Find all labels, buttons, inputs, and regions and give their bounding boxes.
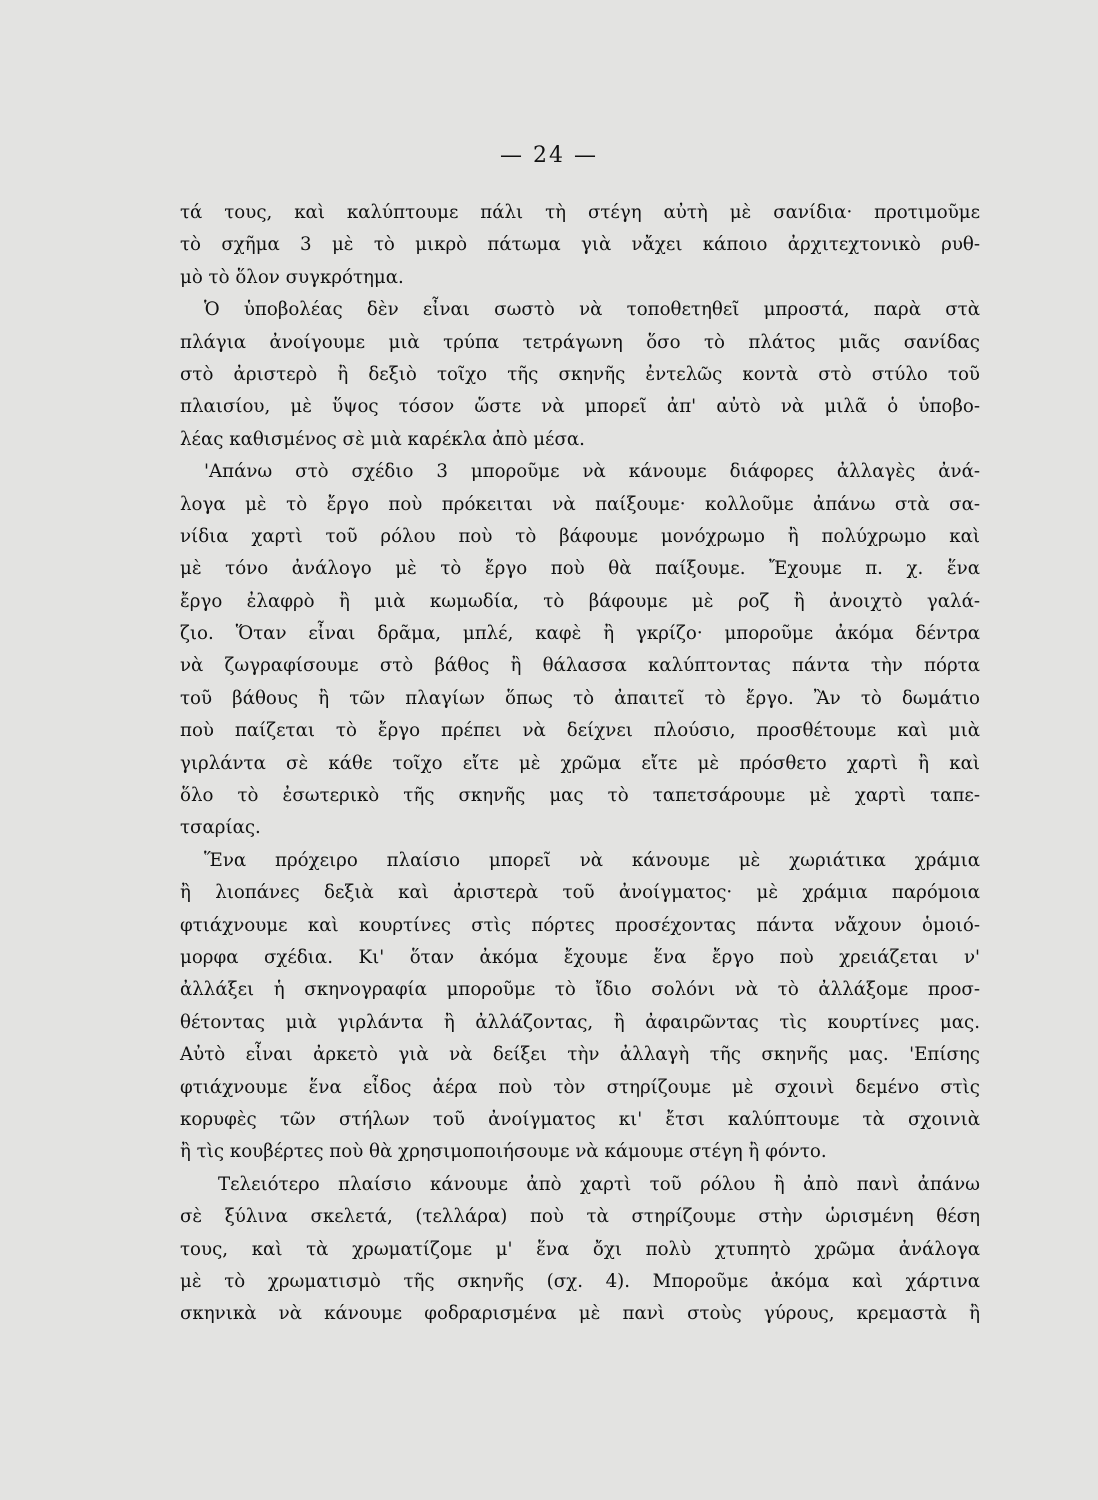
paragraph xyxy=(180,197,980,294)
text-line: μὲ τόνο ἀνάλογο μὲ τὸ ἔργο ποὺ θὰ παίξουμε. Ἔχουμε π. χ. ἕνα xyxy=(180,558,980,580)
paragraph xyxy=(180,294,980,456)
text-line: Ἕνα πρόχειρο πλαίσιο μπορεῖ νὰ κάνουμε μὲ χωριάτικα χράμια xyxy=(204,849,980,871)
text-line: τσαρίας. xyxy=(180,817,261,839)
text-line: κορυφὲς τῶν στήλων τοῦ ἀνοίγματος κι' ἔτσι καλύπτουμε τὰ σχοινιὰ xyxy=(180,1108,980,1130)
text-line: τά τους, καὶ καλύπτουμε πάλι τὴ στέγη αὐτὴ μὲ σανίδια· προτιμοῦμε xyxy=(180,202,980,223)
text-line: μορφα σχέδια. Κι' ὅταν ἀκόμα ἔχουμε ἕνα ἔργο ποὺ χρειάζεται ν' xyxy=(180,946,980,968)
paragraph xyxy=(180,845,980,1169)
text-line: τοῦ βάθους ἢ τῶν πλαγίων ὅπως τὸ ἀπαιτεῖ τὸ ἔργο. Ἂν τὸ δωμάτιο xyxy=(180,687,980,709)
text-line: ποὺ παίζεται τὸ ἔργο πρέπει νὰ δείχνει πλούσιο, προσθέτουμε καὶ μιὰ xyxy=(180,720,980,742)
text-line: φτιάχνουμε καὶ κουρτίνες στὶς πόρτες προσέχοντας πάντα νἄχουν ὁμοιό- xyxy=(180,914,980,936)
text-line: 'Απάνω στὸ σχέδιο 3 μποροῦμε νὰ κάνουμε διάφορες ἀλλαγὲς ἀνά- xyxy=(204,461,980,483)
text-line: θέτοντας μιὰ γιρλάντα ἢ ἀλλάζοντας, ἢ ἀφαιρῶντας τὶς κουρτίνες μας. xyxy=(180,1011,980,1033)
text-line: ἔργο ἐλαφρὸ ἢ μιὰ κωμωδία, τὸ βάφουμε μὲ ροζ ἢ ἀνοιχτὸ γαλά- xyxy=(180,590,980,612)
text-line: νίδια χαρτὶ τοῦ ρόλου ποὺ τὸ βάφουμε μονόχρωμο ἢ πολύχρωμο καὶ xyxy=(180,525,980,547)
text-line: σὲ ξύλινα σκελετά, (τελλάρα) ποὺ τὰ στηρίζουμε στὴν ὡρισμένη θέση xyxy=(180,1206,980,1228)
text-line: Τελειότερο πλαίσιο κάνουμε ἀπὸ χαρτὶ τοῦ ρόλου ἢ ἀπὸ πανὶ ἀπάνω xyxy=(218,1173,980,1195)
text-line: μὲ τὸ χρωματισμὸ τῆς σκηνῆς (σχ. 4). Μποροῦμε ἀκόμα καὶ χάρτινα xyxy=(180,1270,980,1292)
text-line: λογα μὲ τὸ ἔργο ποὺ πρόκειται νὰ παίξουμε· κολλοῦμε ἀπάνω στὰ σα- xyxy=(180,493,980,515)
text-line: φτιάχνουμε ἕνα εἶδος ἀέρα ποὺ τὸν στηρίζουμε μὲ σχοινὶ δεμένο στὶς xyxy=(180,1076,980,1098)
text-line: γιρλάντα σὲ κάθε τοῖχο εἴτε μὲ χρῶμα εἴτε μὲ πρόσθετο χαρτὶ ἢ καὶ xyxy=(180,752,980,774)
paragraph xyxy=(180,1169,980,1331)
text-line: ἀλλάξει ἡ σκηνογραφία μποροῦμε τὸ ἴδιο σολόνι νὰ τὸ ἀλλάξομε προσ- xyxy=(180,979,980,1001)
text-line: νὰ ζωγραφίσουμε στὸ βάθος ἢ θάλασσα καλύπτοντας πάντα τὴν πόρτα xyxy=(180,655,980,677)
text-line: πλαισίου, μὲ ὕψος τόσον ὥστε νὰ μπορεῖ ἀπ' αὐτὸ νὰ μιλᾶ ὁ ὑποβο- xyxy=(180,396,980,418)
text-line: Αὐτὸ εἶναι ἀρκετὸ γιὰ νὰ δείξει τὴν ἀλλαγὴ τῆς σκηνῆς μας. 'Επίσης xyxy=(180,1044,980,1066)
text-line: λέας καθισμένος σὲ μιὰ καρέκλα ἀπὸ μέσα. xyxy=(180,428,585,450)
text-line: τους, καὶ τὰ χρωματίζομε μ' ἕνα ὄχι πολὺ χτυπητὸ χρῶμα ἀνάλογα xyxy=(180,1238,980,1260)
text-line: ἢ λιοπάνες δεξιὰ καὶ ἀριστερὰ τοῦ ἀνοίγματος· μὲ χράμια παρόμοια xyxy=(180,882,980,904)
body-text xyxy=(180,197,980,1331)
text-line: ὅλο τὸ ἐσωτερικὸ τῆς σκηνῆς μας τὸ ταπετσάρουμε μὲ χαρτὶ ταπε- xyxy=(180,785,980,807)
text-line: μὸ τὸ ὅλον συγκρότημα. xyxy=(180,266,404,288)
text-line: σκηνικὰ νὰ κάνουμε φοδραρισμένα μὲ πανὶ στοὺς γύρους, κρεμαστὰ ἢ xyxy=(180,1303,980,1325)
text-line: τὸ σχῆμα 3 μὲ τὸ μικρὸ πάτωμα γιὰ νἄχει κάποιο ἀρχιτεχτονικὸ ρυθ- xyxy=(180,234,980,256)
text-line: Ὁ ὑποβολέας δὲν εἶναι σωστὸ νὰ τοποθετηθεῖ μπροστά, παρὰ στὰ xyxy=(204,299,980,321)
text-line: ἢ τὶς κουβέρτες ποὺ θὰ χρησιμοποιήσουμε νὰ κάμουμε στέγη ἢ φόντο. xyxy=(180,1141,827,1163)
paragraph xyxy=(180,456,980,845)
text-line: πλάγια ἀνοίγουμε μιὰ τρύπα τετράγωνη ὅσο τὸ πλάτος μιᾶς σανίδας xyxy=(180,331,980,353)
text-line: στὸ ἀριστερὸ ἢ δεξιὸ τοῖχο τῆς σκηνῆς ἐντελῶς κοντὰ στὸ στύλο τοῦ xyxy=(180,363,980,385)
text-line: ζιο. Ὅταν εἶναι δρᾶμα, μπλέ, καφὲ ἢ γκρίζο· μποροῦμε ἀκόμα δέντρα xyxy=(180,623,980,645)
page-number: — 24 — xyxy=(500,143,598,168)
